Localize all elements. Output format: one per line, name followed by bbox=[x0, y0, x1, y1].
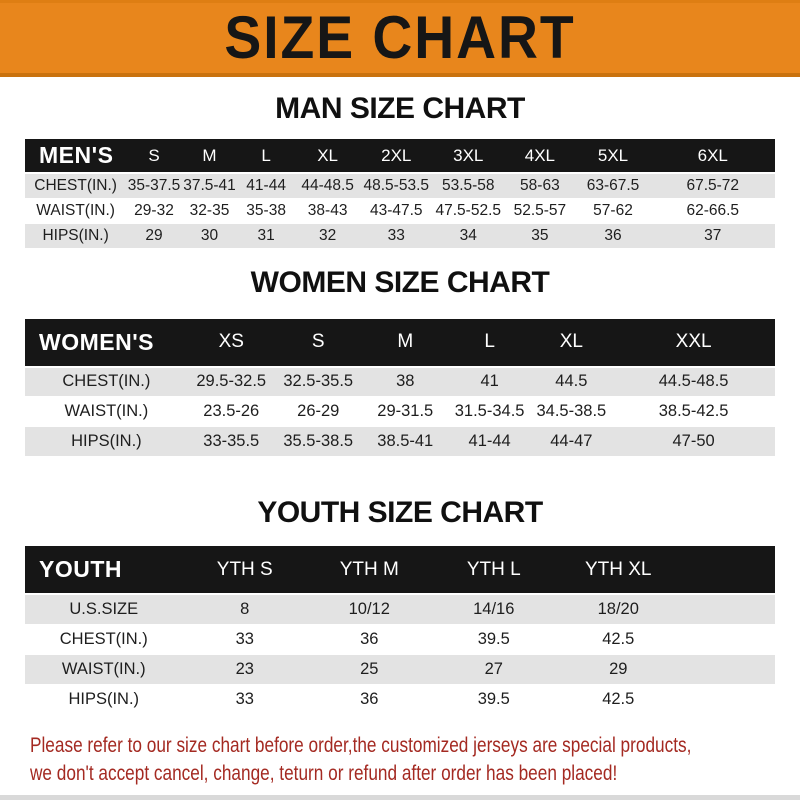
table-cell: 34 bbox=[432, 223, 504, 248]
table-cell: 32.5-35.5 bbox=[275, 367, 362, 397]
youth-table bbox=[25, 546, 775, 714]
men-size-col: 4XL bbox=[504, 139, 575, 173]
table-cell: 33 bbox=[360, 223, 432, 248]
table-cell: 29 bbox=[556, 654, 681, 684]
table-cell: 29-31.5 bbox=[377, 402, 434, 420]
bottom-strip bbox=[0, 795, 800, 800]
table-cell: 37 bbox=[651, 223, 776, 248]
women-header-row bbox=[25, 319, 775, 367]
row-label: WAIST(IN.) bbox=[36, 201, 115, 219]
row-label: U.S.SIZE bbox=[25, 594, 183, 624]
men-size-col: 6XL bbox=[651, 139, 776, 173]
women-waist-row bbox=[25, 397, 775, 427]
women-size-col: XS bbox=[188, 319, 275, 367]
table-cell: 26-29 bbox=[297, 402, 340, 420]
table-cell: 62-66.5 bbox=[686, 201, 740, 219]
row-label: WAIST(IN.) bbox=[64, 402, 149, 420]
row-label: HIPS(IN.) bbox=[25, 223, 126, 248]
table-cell: 18/20 bbox=[556, 594, 681, 624]
page-title: SIZE CHART bbox=[224, 4, 576, 72]
women-hips-row bbox=[25, 427, 775, 457]
table-cell: 44-48.5 bbox=[295, 173, 360, 198]
table-cell: 58-63 bbox=[504, 173, 575, 198]
table-cell: 41 bbox=[449, 367, 531, 397]
table-cell: 29-32 bbox=[134, 201, 174, 219]
table-cell: 41-44 bbox=[449, 427, 531, 457]
table-cell: 44-47 bbox=[530, 427, 612, 457]
table-cell: 25 bbox=[307, 654, 432, 684]
men-size-col: L bbox=[237, 139, 295, 173]
table-cell: 35-38 bbox=[246, 201, 286, 219]
youth-size-col: YTH S bbox=[183, 546, 308, 594]
table-cell: 47-50 bbox=[612, 427, 775, 457]
table-cell: 35.5-38.5 bbox=[275, 427, 362, 457]
table-cell: 31 bbox=[237, 223, 295, 248]
banner bbox=[0, 0, 800, 77]
table-cell: 31.5-34.5 bbox=[454, 402, 525, 420]
men-table bbox=[25, 139, 775, 249]
table-cell: 38.5-41 bbox=[362, 427, 449, 457]
women-size-col: XL bbox=[530, 319, 612, 367]
row-label: CHEST(IN.) bbox=[59, 629, 148, 648]
table-cell: 48.5-53.5 bbox=[360, 173, 432, 198]
table-cell: 38.5-42.5 bbox=[658, 402, 729, 420]
youth-size-col: YTH XL bbox=[556, 546, 681, 594]
table-cell: 30 bbox=[182, 223, 238, 248]
row-label: WAIST(IN.) bbox=[25, 654, 183, 684]
table-cell: 32-35 bbox=[189, 201, 230, 219]
footer-line-2: we don't accept cancel, change, teturn or refund after order has been placed! bbox=[30, 762, 618, 785]
table-cell: 33 bbox=[235, 689, 254, 708]
table-cell: 36 bbox=[360, 629, 379, 648]
row-label: CHEST(IN.) bbox=[25, 367, 188, 397]
table-cell: 14/16 bbox=[432, 594, 557, 624]
table-cell: 39.5 bbox=[477, 629, 510, 648]
table-cell: 41-44 bbox=[237, 173, 295, 198]
table-cell: 52.5-57 bbox=[513, 201, 567, 219]
men-heading: MAN SIZE CHART bbox=[275, 92, 525, 125]
men-header-row bbox=[25, 139, 775, 173]
youth-waist-row bbox=[25, 654, 775, 684]
filler-cell bbox=[681, 546, 776, 594]
table-cell: 34.5-38.5 bbox=[536, 402, 607, 420]
footer-note bbox=[0, 732, 800, 788]
youth-header-label: YOUTH bbox=[25, 546, 183, 594]
table-cell: 33 bbox=[235, 629, 254, 648]
table-cell: 37.5-41 bbox=[182, 173, 238, 198]
women-header-label: WOMEN'S bbox=[25, 319, 188, 367]
footer-line-1: Please refer to our size chart before order,the customized jerseys are special products, bbox=[30, 734, 692, 757]
table-cell: 57-62 bbox=[593, 201, 633, 219]
table-cell: 35-37.5 bbox=[126, 173, 182, 198]
youth-ussize-row bbox=[25, 594, 775, 624]
women-size-col: S bbox=[275, 319, 362, 367]
men-chest-row bbox=[25, 173, 775, 198]
men-waist-row bbox=[25, 198, 775, 223]
filler-cell bbox=[681, 624, 776, 654]
youth-hips-row bbox=[25, 684, 775, 714]
table-cell: 44.5-48.5 bbox=[612, 367, 775, 397]
table-cell: 42.5 bbox=[602, 689, 635, 708]
table-cell: 47.5-52.5 bbox=[435, 201, 501, 219]
table-cell: 36 bbox=[576, 223, 651, 248]
men-size-col: S bbox=[126, 139, 182, 173]
table-cell: 44.5 bbox=[530, 367, 612, 397]
youth-chest-row bbox=[25, 624, 775, 654]
youth-size-col: YTH M bbox=[307, 546, 432, 594]
men-section bbox=[0, 91, 800, 249]
table-cell: 32 bbox=[295, 223, 360, 248]
table-cell: 29 bbox=[126, 223, 182, 248]
youth-header-row bbox=[25, 546, 775, 594]
table-cell: 10/12 bbox=[307, 594, 432, 624]
table-cell: 33-35.5 bbox=[188, 427, 275, 457]
table-cell: 35 bbox=[504, 223, 575, 248]
women-section bbox=[0, 265, 800, 458]
men-hips-row bbox=[25, 223, 775, 248]
row-label: CHEST(IN.) bbox=[25, 173, 126, 198]
table-cell: 43-47.5 bbox=[369, 201, 423, 219]
women-size-col: XXL bbox=[612, 319, 775, 367]
women-size-col: M bbox=[362, 319, 449, 367]
table-cell: 38 bbox=[362, 367, 449, 397]
youth-heading: YOUTH SIZE CHART bbox=[257, 496, 543, 529]
table-cell: 53.5-58 bbox=[432, 173, 504, 198]
table-cell: 63-67.5 bbox=[576, 173, 651, 198]
men-size-col: M bbox=[182, 139, 238, 173]
men-size-col: XL bbox=[295, 139, 360, 173]
table-cell: 27 bbox=[432, 654, 557, 684]
men-header-label: MEN'S bbox=[25, 139, 126, 173]
table-cell: 29.5-32.5 bbox=[188, 367, 275, 397]
filler-cell bbox=[681, 684, 776, 714]
row-label: HIPS(IN.) bbox=[25, 427, 188, 457]
filler-cell bbox=[681, 594, 776, 624]
table-cell: 39.5 bbox=[477, 689, 510, 708]
table-cell: 36 bbox=[360, 689, 379, 708]
table-cell: 38-43 bbox=[307, 201, 348, 219]
youth-section bbox=[0, 495, 800, 714]
women-table bbox=[25, 319, 775, 458]
table-cell: 23.5-26 bbox=[203, 402, 260, 420]
youth-size-col: YTH L bbox=[432, 546, 557, 594]
table-cell: 67.5-72 bbox=[651, 173, 776, 198]
filler-cell bbox=[681, 654, 776, 684]
row-label: HIPS(IN.) bbox=[68, 689, 140, 708]
table-cell: 23 bbox=[183, 654, 308, 684]
women-size-col: L bbox=[449, 319, 531, 367]
women-chest-row bbox=[25, 367, 775, 397]
men-size-col: 3XL bbox=[432, 139, 504, 173]
table-cell: 8 bbox=[183, 594, 308, 624]
men-size-col: 2XL bbox=[360, 139, 432, 173]
women-heading: WOMEN SIZE CHART bbox=[250, 265, 550, 299]
table-cell: 42.5 bbox=[602, 629, 635, 648]
men-size-col: 5XL bbox=[576, 139, 651, 173]
